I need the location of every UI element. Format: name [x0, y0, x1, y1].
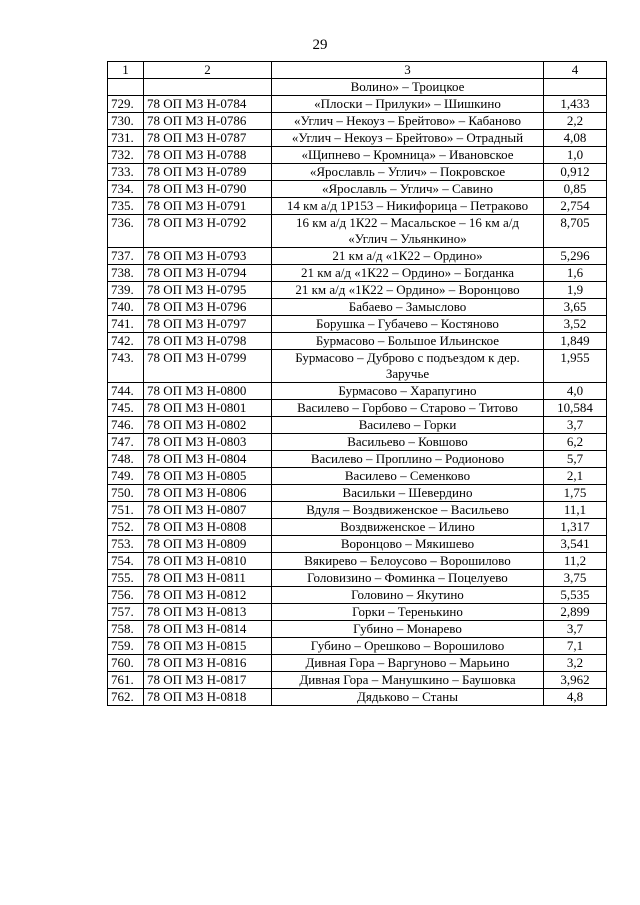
table-row	[108, 553, 607, 570]
cell-road-name: Губино – Орешково – Ворошилово	[272, 638, 544, 655]
cell-number	[108, 79, 144, 96]
table-row	[108, 265, 607, 282]
cell-length: 1,433	[544, 96, 607, 113]
cell-length: 1,0	[544, 147, 607, 164]
table-row	[108, 130, 607, 147]
cell-length: 3,65	[544, 299, 607, 316]
cell-number: 731.	[108, 130, 144, 147]
cell-number: 745.	[108, 400, 144, 417]
table-body	[108, 79, 607, 706]
cell-number: 753.	[108, 536, 144, 553]
cell-code: 78 ОП МЗ Н-0813	[144, 604, 272, 621]
table-row	[108, 181, 607, 198]
cell-length: 0,912	[544, 164, 607, 181]
cell-number: 741.	[108, 316, 144, 333]
cell-code: 78 ОП МЗ Н-0796	[144, 299, 272, 316]
cell-code: 78 ОП МЗ Н-0789	[144, 164, 272, 181]
cell-length: 4,8	[544, 689, 607, 706]
cell-road-name: Василево – Семенково	[272, 468, 544, 485]
cell-length: 3,7	[544, 417, 607, 434]
cell-length: 7,1	[544, 638, 607, 655]
cell-number: 729.	[108, 96, 144, 113]
cell-number: 758.	[108, 621, 144, 638]
cell-number: 749.	[108, 468, 144, 485]
table-row	[108, 113, 607, 130]
cell-length: 1,317	[544, 519, 607, 536]
cell-road-name: Вдуля – Воздвиженское – Васильево	[272, 502, 544, 519]
table-row	[108, 638, 607, 655]
table-row	[108, 468, 607, 485]
cell-code: 78 ОП МЗ Н-0809	[144, 536, 272, 553]
cell-code: 78 ОП МЗ Н-0790	[144, 181, 272, 198]
cell-code: 78 ОП МЗ Н-0814	[144, 621, 272, 638]
cell-number: 743.	[108, 350, 144, 383]
table-row	[108, 417, 607, 434]
cell-number: 740.	[108, 299, 144, 316]
table-row	[108, 215, 607, 248]
cell-number: 761.	[108, 672, 144, 689]
header-col-length: 4	[544, 62, 607, 79]
cell-number: 738.	[108, 265, 144, 282]
cell-length: 5,7	[544, 451, 607, 468]
cell-road-name: Дядьково – Станы	[272, 689, 544, 706]
table-row	[108, 282, 607, 299]
table-row	[108, 587, 607, 604]
cell-length: 11,2	[544, 553, 607, 570]
cell-code: 78 ОП МЗ Н-0812	[144, 587, 272, 604]
cell-code: 78 ОП МЗ Н-0797	[144, 316, 272, 333]
cell-road-name: Горки – Теренькино	[272, 604, 544, 621]
cell-length: 0,85	[544, 181, 607, 198]
cell-code: 78 ОП МЗ Н-0791	[144, 198, 272, 215]
cell-number: 760.	[108, 655, 144, 672]
cell-length: 3,52	[544, 316, 607, 333]
cell-code: 78 ОП МЗ Н-0801	[144, 400, 272, 417]
table-row	[108, 164, 607, 181]
cell-road-name: Бурмасово – Харапугино	[272, 383, 544, 400]
table-row	[108, 451, 607, 468]
table-row	[108, 147, 607, 164]
table-row	[108, 536, 607, 553]
cell-road-name: Воронцово – Мякишево	[272, 536, 544, 553]
cell-road-name: «Щипнево – Кромница» – Ивановское	[272, 147, 544, 164]
cell-length: 4,08	[544, 130, 607, 147]
table-row	[108, 485, 607, 502]
cell-length: 3,962	[544, 672, 607, 689]
cell-number: 734.	[108, 181, 144, 198]
cell-road-name: Бурмасово – Дуброво с подъездом к дер. Заручье	[272, 350, 544, 383]
cell-length: 8,705	[544, 215, 607, 248]
cell-road-name: «Ярославль – Углич» – Савино	[272, 181, 544, 198]
table-row	[108, 519, 607, 536]
cell-number: 755.	[108, 570, 144, 587]
table-row	[108, 434, 607, 451]
cell-length: 1,9	[544, 282, 607, 299]
cell-length: 1,849	[544, 333, 607, 350]
cell-code: 78 ОП МЗ Н-0787	[144, 130, 272, 147]
cell-code: 78 ОП МЗ Н-0811	[144, 570, 272, 587]
cell-code: 78 ОП МЗ Н-0786	[144, 113, 272, 130]
cell-road-name: Волино» – Троицкое	[272, 79, 544, 96]
table-row	[108, 604, 607, 621]
cell-number: 747.	[108, 434, 144, 451]
cell-length: 1,6	[544, 265, 607, 282]
cell-code: 78 ОП МЗ Н-0793	[144, 248, 272, 265]
cell-number: 756.	[108, 587, 144, 604]
cell-number: 730.	[108, 113, 144, 130]
cell-number: 754.	[108, 553, 144, 570]
table-row	[108, 655, 607, 672]
cell-length: 1,75	[544, 485, 607, 502]
cell-code: 78 ОП МЗ Н-0805	[144, 468, 272, 485]
cell-length	[544, 79, 607, 96]
cell-length: 3,7	[544, 621, 607, 638]
cell-length: 1,955	[544, 350, 607, 383]
cell-road-name: Бурмасово – Большое Ильинское	[272, 333, 544, 350]
table-row	[108, 316, 607, 333]
cell-road-name: «Плоски – Прилуки» – Шишкино	[272, 96, 544, 113]
table-header-row	[108, 62, 607, 79]
cell-road-name: Василево – Горки	[272, 417, 544, 434]
cell-code: 78 ОП МЗ Н-0800	[144, 383, 272, 400]
cell-number: 732.	[108, 147, 144, 164]
table-row	[108, 502, 607, 519]
cell-road-name: Бабаево – Замыслово	[272, 299, 544, 316]
cell-road-name: «Углич – Некоуз – Брейтово» – Кабаново	[272, 113, 544, 130]
cell-length: 3,2	[544, 655, 607, 672]
cell-road-name: Василево – Проплино – Родионово	[272, 451, 544, 468]
cell-road-name: 14 км а/д 1Р153 – Никифорица – Петраково	[272, 198, 544, 215]
cell-length: 2,754	[544, 198, 607, 215]
cell-length: 2,1	[544, 468, 607, 485]
cell-code: 78 ОП МЗ Н-0802	[144, 417, 272, 434]
cell-number: 736.	[108, 215, 144, 248]
cell-road-name: Дивная Гора – Манушкино – Баушовка	[272, 672, 544, 689]
cell-length: 4,0	[544, 383, 607, 400]
table-row	[108, 570, 607, 587]
cell-code: 78 ОП МЗ Н-0807	[144, 502, 272, 519]
cell-code: 78 ОП МЗ Н-0818	[144, 689, 272, 706]
cell-code	[144, 79, 272, 96]
cell-code: 78 ОП МЗ Н-0803	[144, 434, 272, 451]
cell-road-name: 16 км а/д 1К22 – Масальское – 16 км а/д «Углич – Ульянкино»	[272, 215, 544, 248]
cell-code: 78 ОП МЗ Н-0799	[144, 350, 272, 383]
cell-road-name: Васильки – Шевердино	[272, 485, 544, 502]
cell-code: 78 ОП МЗ Н-0794	[144, 265, 272, 282]
cell-code: 78 ОП МЗ Н-0810	[144, 553, 272, 570]
cell-road-name: 21 км а/д «1К22 – Ордино» – Богданка	[272, 265, 544, 282]
cell-number: 759.	[108, 638, 144, 655]
roads-table	[107, 61, 607, 706]
cell-code: 78 ОП МЗ Н-0804	[144, 451, 272, 468]
cell-number: 750.	[108, 485, 144, 502]
continuation-row	[108, 79, 607, 96]
cell-code: 78 ОП МЗ Н-0816	[144, 655, 272, 672]
cell-code: 78 ОП МЗ Н-0798	[144, 333, 272, 350]
table-row	[108, 96, 607, 113]
cell-road-name: «Ярославль – Углич» – Покровское	[272, 164, 544, 181]
table-row	[108, 383, 607, 400]
cell-code: 78 ОП МЗ Н-0806	[144, 485, 272, 502]
cell-code: 78 ОП МЗ Н-0808	[144, 519, 272, 536]
cell-number: 742.	[108, 333, 144, 350]
cell-code: 78 ОП МЗ Н-0788	[144, 147, 272, 164]
cell-road-name: «Углич – Некоуз – Брейтово» – Отрадный	[272, 130, 544, 147]
cell-length: 3,541	[544, 536, 607, 553]
cell-length: 5,535	[544, 587, 607, 604]
cell-number: 751.	[108, 502, 144, 519]
cell-length: 6,2	[544, 434, 607, 451]
table-row	[108, 689, 607, 706]
cell-road-name: Васильево – Ковшово	[272, 434, 544, 451]
page-number: 29	[312, 37, 328, 53]
cell-road-name: Василево – Горбово – Старово – Титово	[272, 400, 544, 417]
cell-road-name: 21 км а/д «1К22 – Ордино» – Воронцово	[272, 282, 544, 299]
cell-number: 739.	[108, 282, 144, 299]
table-row	[108, 299, 607, 316]
cell-length: 11,1	[544, 502, 607, 519]
table-row	[108, 333, 607, 350]
cell-length: 10,584	[544, 400, 607, 417]
table-row	[108, 198, 607, 215]
cell-road-name: Борушка – Губачево – Костяново	[272, 316, 544, 333]
cell-number: 744.	[108, 383, 144, 400]
cell-road-name: Головизино – Фоминка – Поцелуево	[272, 570, 544, 587]
cell-number: 735.	[108, 198, 144, 215]
cell-number: 737.	[108, 248, 144, 265]
cell-length: 2,2	[544, 113, 607, 130]
table-row	[108, 672, 607, 689]
table-row	[108, 621, 607, 638]
table-row	[108, 350, 607, 383]
cell-code: 78 ОП МЗ Н-0817	[144, 672, 272, 689]
cell-number: 746.	[108, 417, 144, 434]
cell-number: 752.	[108, 519, 144, 536]
cell-number: 757.	[108, 604, 144, 621]
cell-number: 733.	[108, 164, 144, 181]
cell-road-name: Дивная Гора – Варгуново – Марьино	[272, 655, 544, 672]
cell-number: 762.	[108, 689, 144, 706]
cell-number: 748.	[108, 451, 144, 468]
cell-length: 3,75	[544, 570, 607, 587]
cell-code: 78 ОП МЗ Н-0815	[144, 638, 272, 655]
cell-road-name: 21 км а/д «1К22 – Ордино»	[272, 248, 544, 265]
table-row	[108, 248, 607, 265]
cell-road-name: Губино – Монарево	[272, 621, 544, 638]
header-col-name: 3	[272, 62, 544, 79]
cell-road-name: Вякирево – Белоусово – Ворошилово	[272, 553, 544, 570]
cell-length: 5,296	[544, 248, 607, 265]
header-col-number: 1	[108, 62, 144, 79]
cell-road-name: Головино – Якутино	[272, 587, 544, 604]
table-row	[108, 400, 607, 417]
cell-road-name: Воздвиженское – Илино	[272, 519, 544, 536]
cell-code: 78 ОП МЗ Н-0792	[144, 215, 272, 248]
header-col-code: 2	[144, 62, 272, 79]
cell-code: 78 ОП МЗ Н-0795	[144, 282, 272, 299]
cell-length: 2,899	[544, 604, 607, 621]
cell-code: 78 ОП МЗ Н-0784	[144, 96, 272, 113]
